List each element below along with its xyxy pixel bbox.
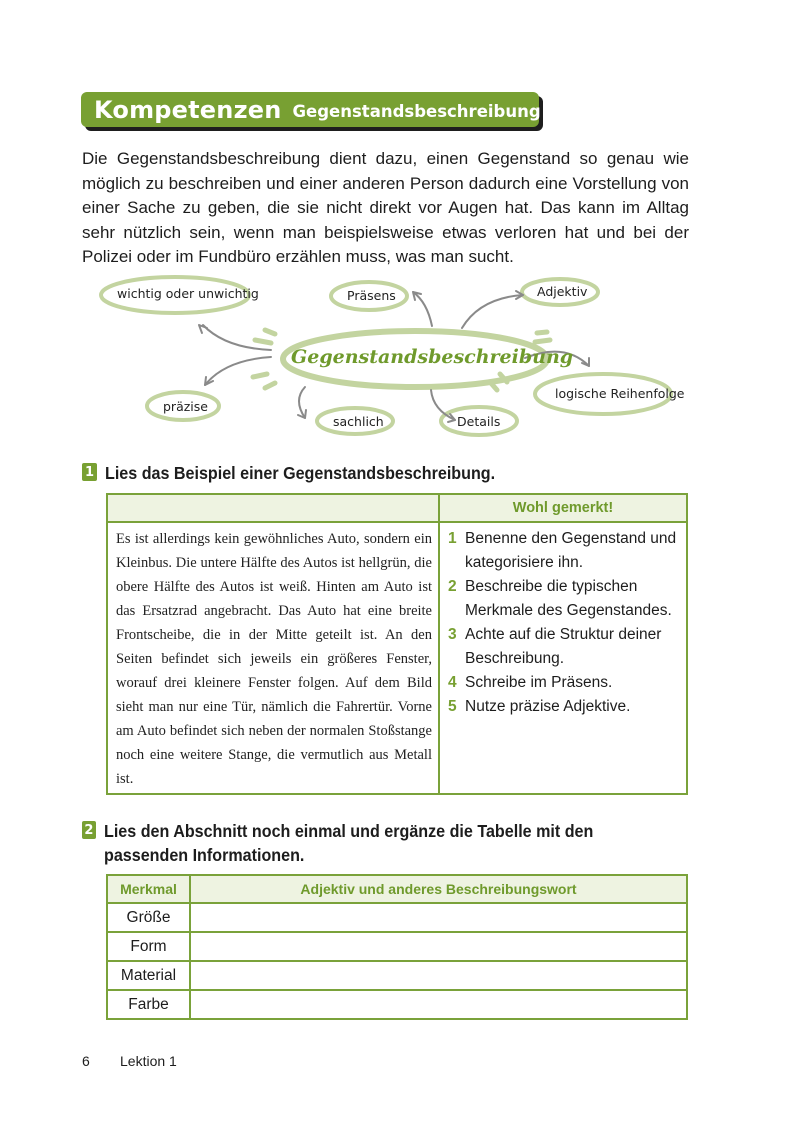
table-row [107, 903, 687, 932]
mindmap-diagram [95, 270, 715, 442]
mindmap-node-details: Details [457, 414, 501, 429]
merkmal-cell: Form [107, 932, 190, 961]
example-table [106, 493, 688, 795]
table-row [107, 932, 687, 961]
header-title: Kompetenzen [94, 95, 282, 124]
example-table-header-left [107, 494, 439, 522]
example-table-header-right: Wohl gemerkt! [439, 494, 687, 522]
tip-text: Schreibe im Präsens. [465, 674, 613, 691]
merkmal-cell: Größe [107, 903, 190, 932]
merkmal-cell: Material [107, 961, 190, 990]
tip-text: Nutze präzise Adjektive. [465, 698, 631, 715]
column-header-adjektiv: Adjektiv und anderes Beschreibungswort [190, 875, 687, 903]
tip-number: 2 [448, 578, 457, 595]
tips-list [439, 522, 687, 794]
mindmap-node-reihenfolge: logische Reihenfolge [555, 386, 685, 401]
section-header [81, 92, 539, 127]
tip-text: Benenne den Gegenstand und kategorisiere ihn. [465, 530, 677, 571]
intro-paragraph: Die Gegenstandsbeschreibung dient dazu, einen Gegenstand so genau wie möglich zu beschreiben und einer anderen Person dadurch eine Vorstellung von einer Sache zu geben, die sie nicht direkt vor Augen hat. Das kann im Alltag sehr nützlich sein, wenn man beispielsweise etwas verloren hat und bei der Polizei oder im Fundbüro erzählen muss, was man sucht. [82, 149, 689, 266]
answer-cell[interactable] [190, 990, 687, 1019]
mindmap-node-praesens: Präsens [347, 288, 396, 303]
tip-item [448, 671, 682, 695]
tip-number: 3 [448, 626, 457, 643]
tip-text: Achte auf die Struktur deiner Beschreibung. [465, 626, 662, 667]
header-box [81, 92, 539, 127]
column-header-merkmal: Merkmal [107, 875, 190, 903]
table-row [107, 990, 687, 1019]
page-number: 6 [82, 1053, 90, 1069]
tip-number: 4 [448, 674, 457, 691]
worksheet-table [106, 874, 688, 1020]
mindmap-node-wichtig: wichtig oder unwichtig [117, 286, 259, 301]
mindmap-node-sachlich: sachlich [333, 414, 384, 429]
header-subtitle: Gegenstandsbeschreibung [292, 102, 541, 121]
task-number-badge: 2 [82, 821, 96, 839]
tip-item [448, 575, 682, 623]
example-description-text: Es ist allerdings kein gewöhnliches Auto, sondern ein Kleinbus. Die untere Hälfte des Autos ist hellgrün, die obere Hälfte des Autos ist weiß. Hinten am Auto ist das Ersatzrad angebracht. Das Auto hat eine breite Frontscheibe, die in der Mitte geteilt ist. An den Seiten befindet sich jeweils ein größeres Fenster, worauf drei kleinere Fenster folgen. Auf dem Bild sieht man nur eine Tür, nämlich die Fahrertür. Vorne am Auto befindet sich neben der normalen Stoßstange noch eine weitere Stange, die vermutlich aus Metall ist. [107, 522, 439, 794]
task-2-heading [82, 819, 692, 867]
table-row [107, 961, 687, 990]
tip-text: Beschreibe die typischen Merkmale des Gegenstandes. [465, 578, 672, 619]
answer-cell[interactable] [190, 961, 687, 990]
task-2-title: Lies den Abschnitt noch einmal und ergänze die Tabelle mit den passenden Informationen. [103, 821, 594, 865]
tip-item [448, 695, 682, 719]
answer-cell[interactable] [190, 903, 687, 932]
tip-item [448, 623, 682, 671]
merkmal-cell: Farbe [107, 990, 190, 1019]
task-1-heading [82, 461, 529, 485]
tip-number: 5 [448, 698, 457, 715]
task-1-title: Lies das Beispiel einer Gegenstandsbeschreibung. [105, 463, 496, 483]
mindmap-center: Gegenstandsbeschreibung [291, 346, 574, 368]
tip-item [448, 527, 682, 575]
answer-cell[interactable] [190, 932, 687, 961]
task-number-badge: 1 [82, 463, 97, 481]
mindmap-node-adjektiv: Adjektiv [537, 284, 588, 299]
tip-number: 1 [448, 530, 457, 547]
lesson-label: Lektion 1 [120, 1053, 177, 1069]
mindmap-node-praezise: präzise [163, 399, 208, 414]
